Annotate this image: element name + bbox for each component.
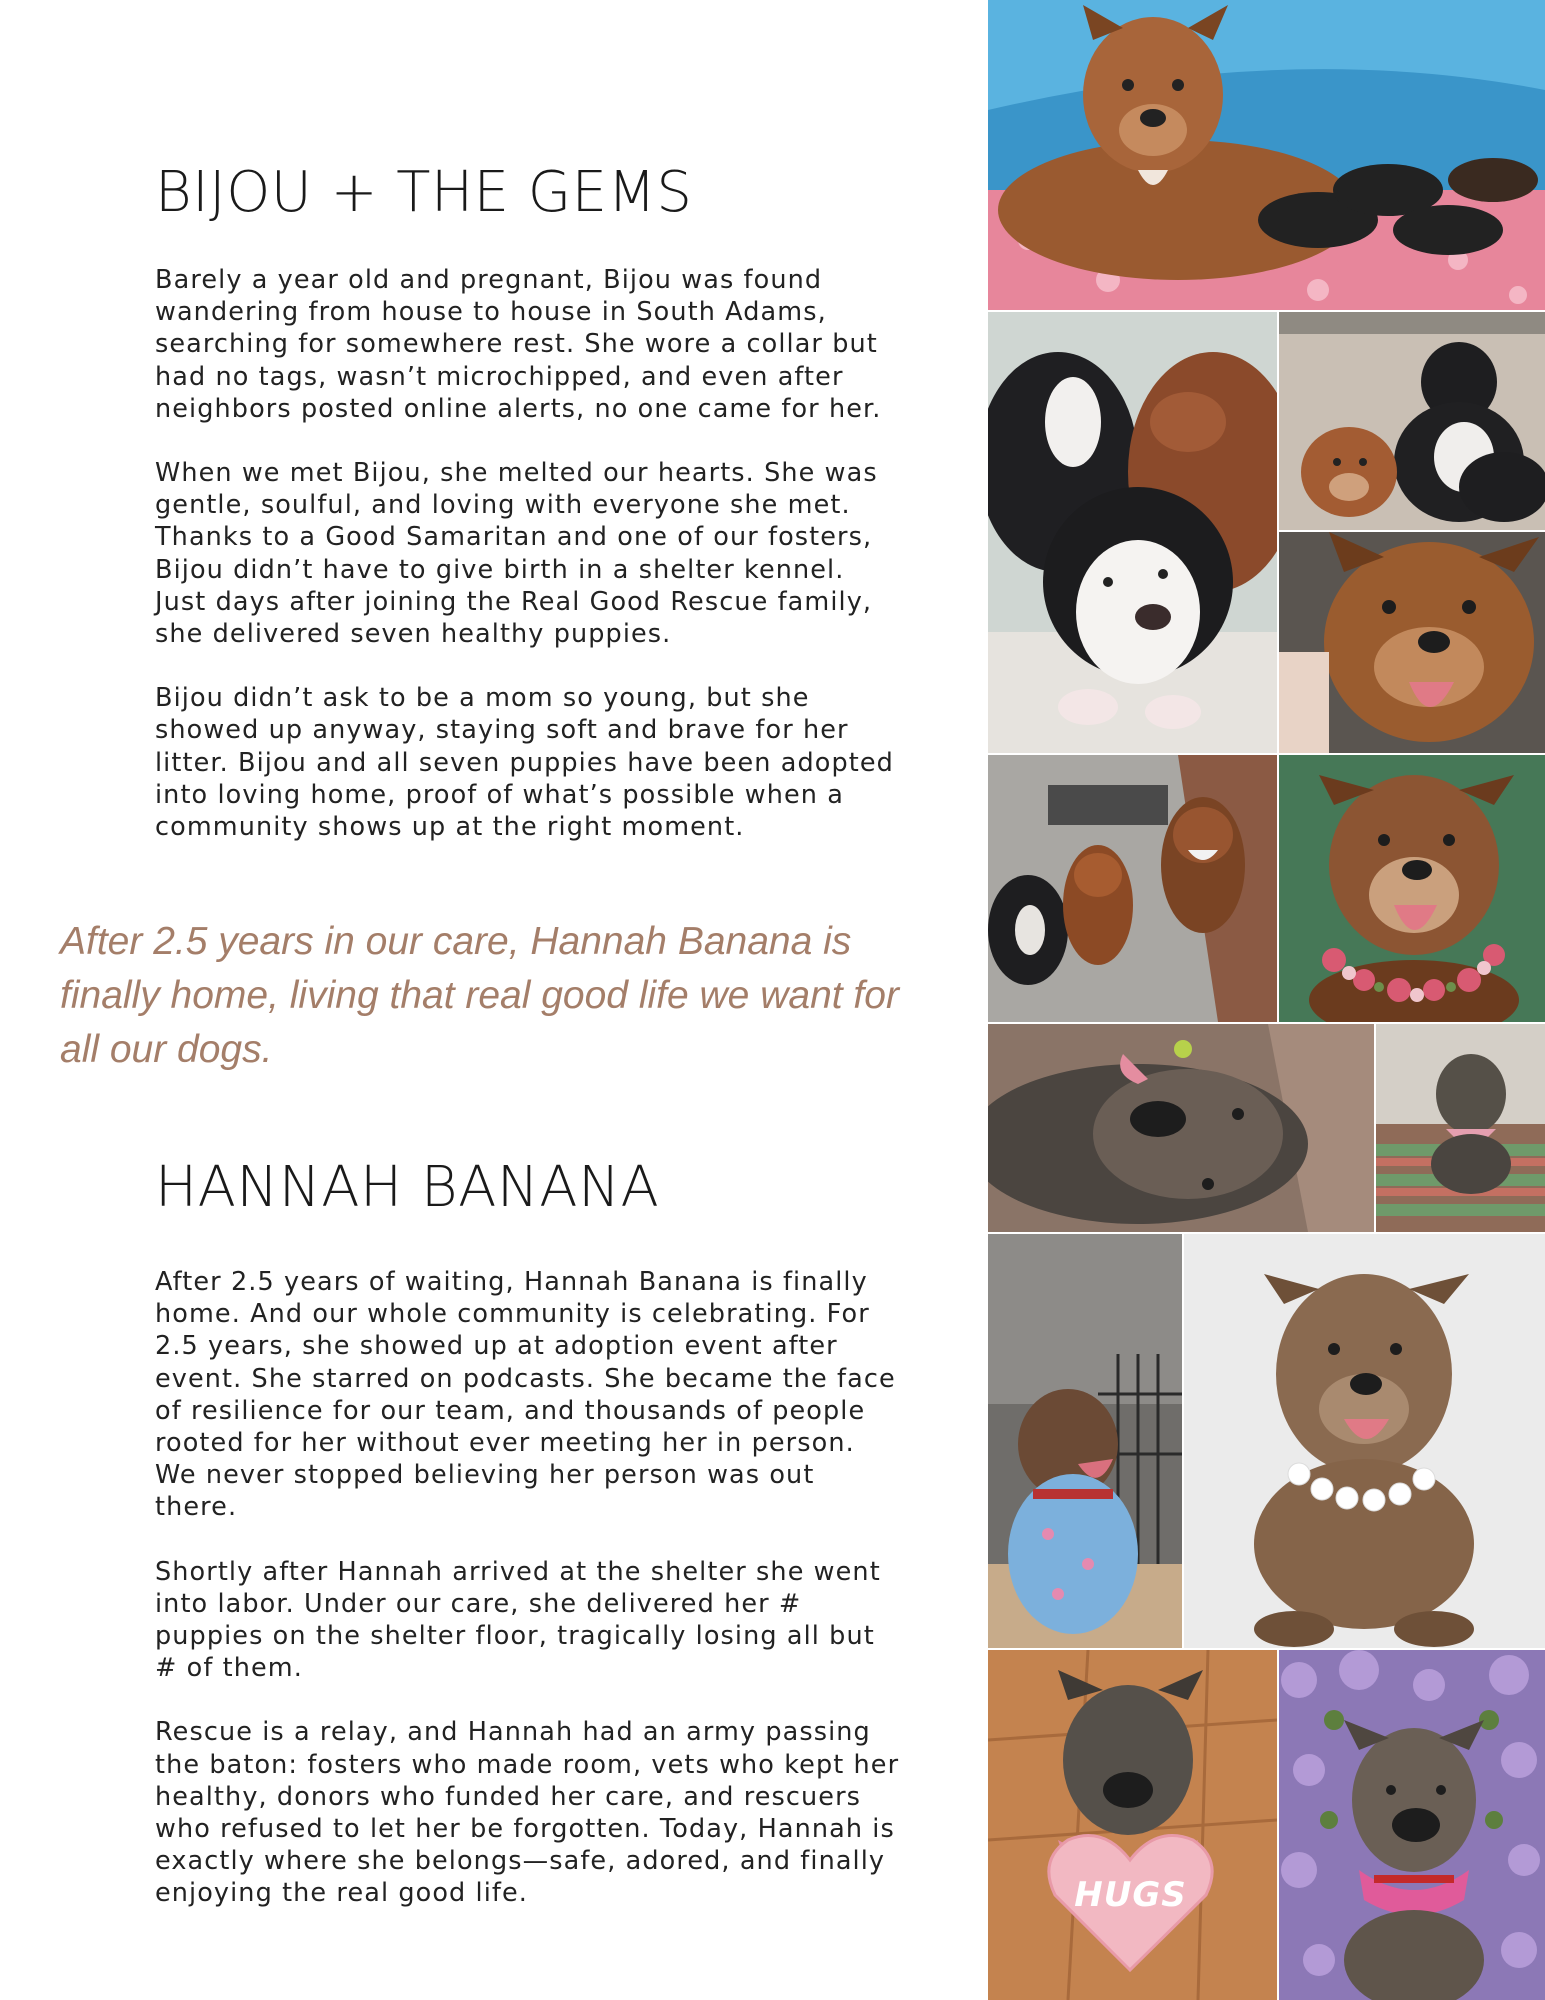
hugs-cookie bbox=[1043, 1825, 1218, 1975]
hannah-paragraph-3: Rescue is a relay, and Hannah had an army passing the baton: fosters who made room, vets who kept her healthy, donors who funded her care, and rescuers who refused to let her be forgotten. Today, Hannah is exactly where she belongs—safe, adored, and finally enjoying the real good life. bbox=[155, 1717, 900, 1909]
photo-dogs-walkway bbox=[988, 755, 1277, 1022]
photo-two-puppies bbox=[1279, 312, 1545, 530]
photo-upside-down-dog bbox=[988, 1024, 1374, 1232]
photo-dog-in-pajamas bbox=[988, 1234, 1182, 1648]
photo-smiling-dog bbox=[1279, 532, 1545, 753]
bijou-paragraph-3: Bijou didn’t ask to be a mom so young, but she showed up anyway, staying soft and brave for her litter. Bijou and all seven puppies have been adopted into loving home, proof of what’s possible when a community shows up at the right moment. bbox=[155, 683, 894, 843]
photo-hugs-cookie-dog bbox=[988, 1650, 1277, 2000]
photo-three-puppies bbox=[988, 312, 1277, 753]
bijou-paragraph-2: When we met Bijou, she melted our hearts. She was gentle, soulful, and loving with everyone she met. Thanks to a Good Samaritan and one of our fosters, Bijou didn’t have to give birth in a shelter kennel. Just days after joining the Real Good Rescue family, she delivered seven healthy puppies. bbox=[155, 458, 878, 650]
bijou-story bbox=[155, 264, 900, 875]
photo-bijou-nursing bbox=[988, 0, 1545, 310]
hugs-cookie-text: HUGS bbox=[1074, 1875, 1187, 1915]
bijou-paragraph-1: Barely a year old and pregnant, Bijou was found wandering from house to house in South Adams, searching for somewhere rest. She wore a collar but had no tags, wasn’t microchipped, and even after neighbors posted online alerts, no one came for her. bbox=[155, 265, 882, 424]
photo-dog-on-couch bbox=[1376, 1024, 1545, 1232]
hannah-paragraph-2: Shortly after Hannah arrived at the shelter she went into labor. Under our care, she delivered her # puppies on the shelter floor, tragically losing all but # of them. bbox=[155, 1556, 881, 1684]
bijou-heading: BIJOU + THE GEMS bbox=[155, 160, 693, 225]
photo-pearl-necklace-dog bbox=[1184, 1234, 1545, 1648]
pull-quote: After 2.5 years in our care, Hannah Banana is finally home, living that real good life we want for all our dogs. bbox=[60, 920, 899, 1071]
hannah-story bbox=[155, 1266, 900, 1942]
hannah-paragraph-1: After 2.5 years of waiting, Hannah Banana is finally home. And our whole community is celebrating. For 2.5 years, she showed up at adoption event after event. She starred on podcasts. She became the face of resilience for our team, and thousands of people rooted for her without ever meeting her in person. We never stopped believing her person was out there. bbox=[155, 1267, 896, 1523]
photo-flower-crown-dog bbox=[1279, 755, 1545, 1022]
hannah-heading: HANNAH BANANA bbox=[155, 1155, 660, 1220]
photo-collage bbox=[988, 0, 1545, 2000]
photo-flowers-dog bbox=[1279, 1650, 1545, 2000]
